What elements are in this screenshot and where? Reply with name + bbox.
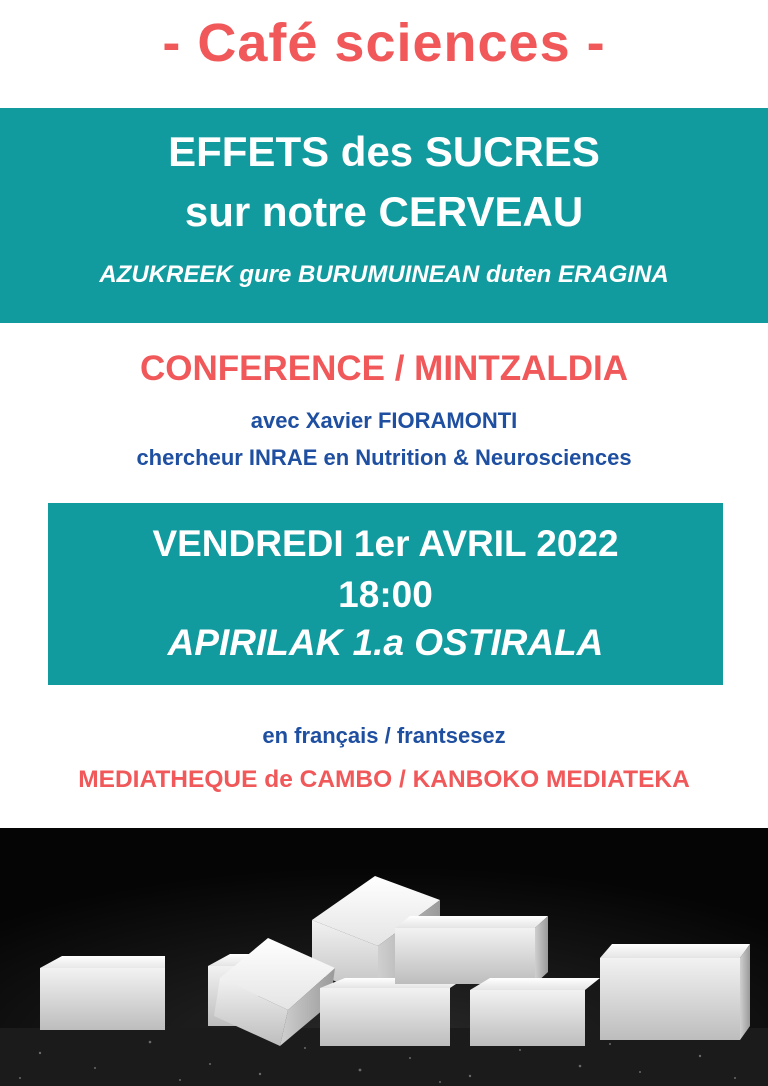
topic-basque: AZUKREEK gure BURUMUINEAN duten ERAGINA	[99, 261, 669, 288]
talk-type: CONFERENCE / MINTZALDIA	[139, 349, 629, 388]
topic-line-1: EFFETS des SUCRES	[168, 128, 600, 175]
sugar-cubes-photo	[0, 828, 768, 1086]
event-date: VENDREDI 1er AVRIL 2022	[152, 523, 619, 564]
sugar-cubes-image	[0, 828, 768, 1086]
speaker-name: avec Xavier FIORAMONTI	[250, 408, 518, 433]
event-time: 18:00	[338, 574, 433, 615]
venue: MEDIATHEQUE de CAMBO / KANBOKO MEDIATEKA	[78, 766, 690, 793]
event-date-basque: APIRILAK 1.a OSTIRALA	[167, 622, 604, 663]
language-info: en français / frantsesez	[262, 723, 506, 748]
topic-line-2: sur notre CERVEAU	[184, 188, 584, 235]
speaker-role: chercheur INRAE en Nutrition & Neurosciences	[136, 445, 632, 470]
poster-title: - Café sciences -	[162, 13, 606, 73]
